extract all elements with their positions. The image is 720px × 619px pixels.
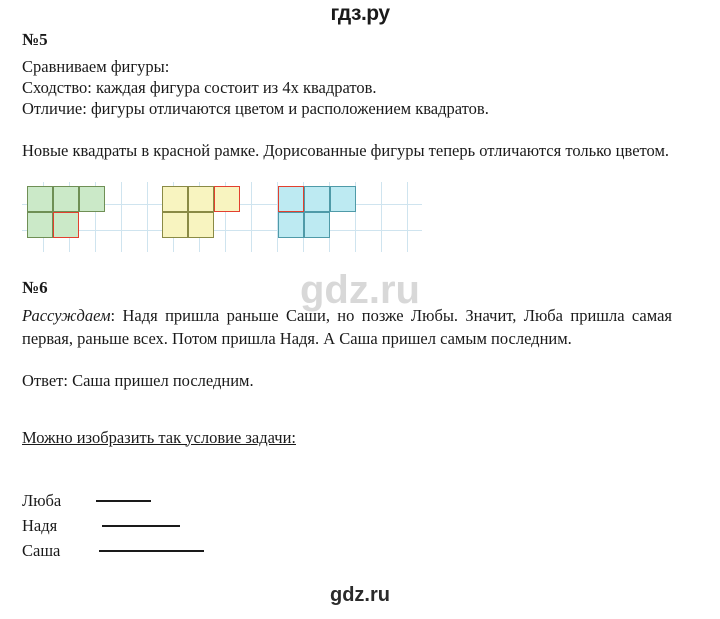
spacer — [22, 391, 694, 411]
schedule-name-label: Люба — [22, 490, 62, 510]
task-5-line-2: Сходство: каждая фигура состоит из 4х квадратов. — [22, 78, 377, 97]
task-5-line-1: Сравниваем фигуры: — [22, 57, 170, 76]
figure-square-cyan — [304, 186, 330, 212]
spacer — [22, 162, 694, 182]
figure-square-green — [53, 186, 79, 212]
figure-square-cyan — [278, 186, 304, 212]
figure-square-yellow — [188, 186, 214, 212]
figure-square-yellow — [188, 212, 214, 238]
figure-square-yellow — [162, 212, 188, 238]
document-content — [22, 30, 694, 563]
figure-square-yellow — [162, 186, 188, 212]
schedule-row — [22, 488, 694, 513]
site-logo-top-text: гдз.ру — [330, 2, 390, 25]
task-6-scheme-title: Можно изобразить так условие задачи: — [22, 427, 296, 447]
schedule-segment — [99, 550, 204, 552]
task-6-answer: Ответ: Саша пришел последним. — [22, 371, 254, 390]
figure-square-green — [79, 186, 105, 212]
site-logo-top — [0, 2, 720, 26]
figures-illustration — [22, 182, 422, 252]
task-6-number: №6 — [22, 278, 48, 297]
figure-square-cyan — [278, 212, 304, 238]
figure-square-green — [53, 212, 79, 238]
schedule-name-label: Саша — [22, 540, 61, 560]
reasoning-text: : Надя пришла раньше Саши, но позже Любы. Значит, Люба пришла самая первая, раньше всех. Потом пришла Надя. А Саша пришел самым последним. — [22, 306, 672, 348]
figure-square-cyan — [304, 212, 330, 238]
site-logo-bottom: gdz.ru — [330, 584, 390, 606]
schedule-row — [22, 538, 694, 563]
task-5-number: №5 — [22, 30, 48, 49]
schedule-name-label: Надя — [22, 515, 58, 535]
figure-square-green — [27, 212, 53, 238]
spacer — [22, 350, 694, 370]
schedule-row — [22, 513, 694, 538]
figure-square-green — [27, 186, 53, 212]
schedule-segment — [102, 525, 180, 527]
task-6-reasoning — [22, 304, 672, 350]
task-5-line-3: Отличие: фигуры отличаются цветом и расположением квадратов. — [22, 99, 489, 118]
spacer — [22, 252, 694, 278]
figure-square-yellow — [214, 186, 240, 212]
schedule-lines — [22, 488, 694, 563]
figure-square-cyan — [330, 186, 356, 212]
spacer — [22, 464, 694, 484]
task-5-note: Новые квадраты в красной рамке. Дорисованные фигуры теперь отличаются только цветом. — [22, 141, 670, 160]
schedule-segment — [96, 500, 151, 502]
reasoning-label: Рассуждаем — [22, 306, 111, 325]
watermark: gdz.ru — [300, 268, 420, 312]
spacer — [22, 119, 694, 139]
